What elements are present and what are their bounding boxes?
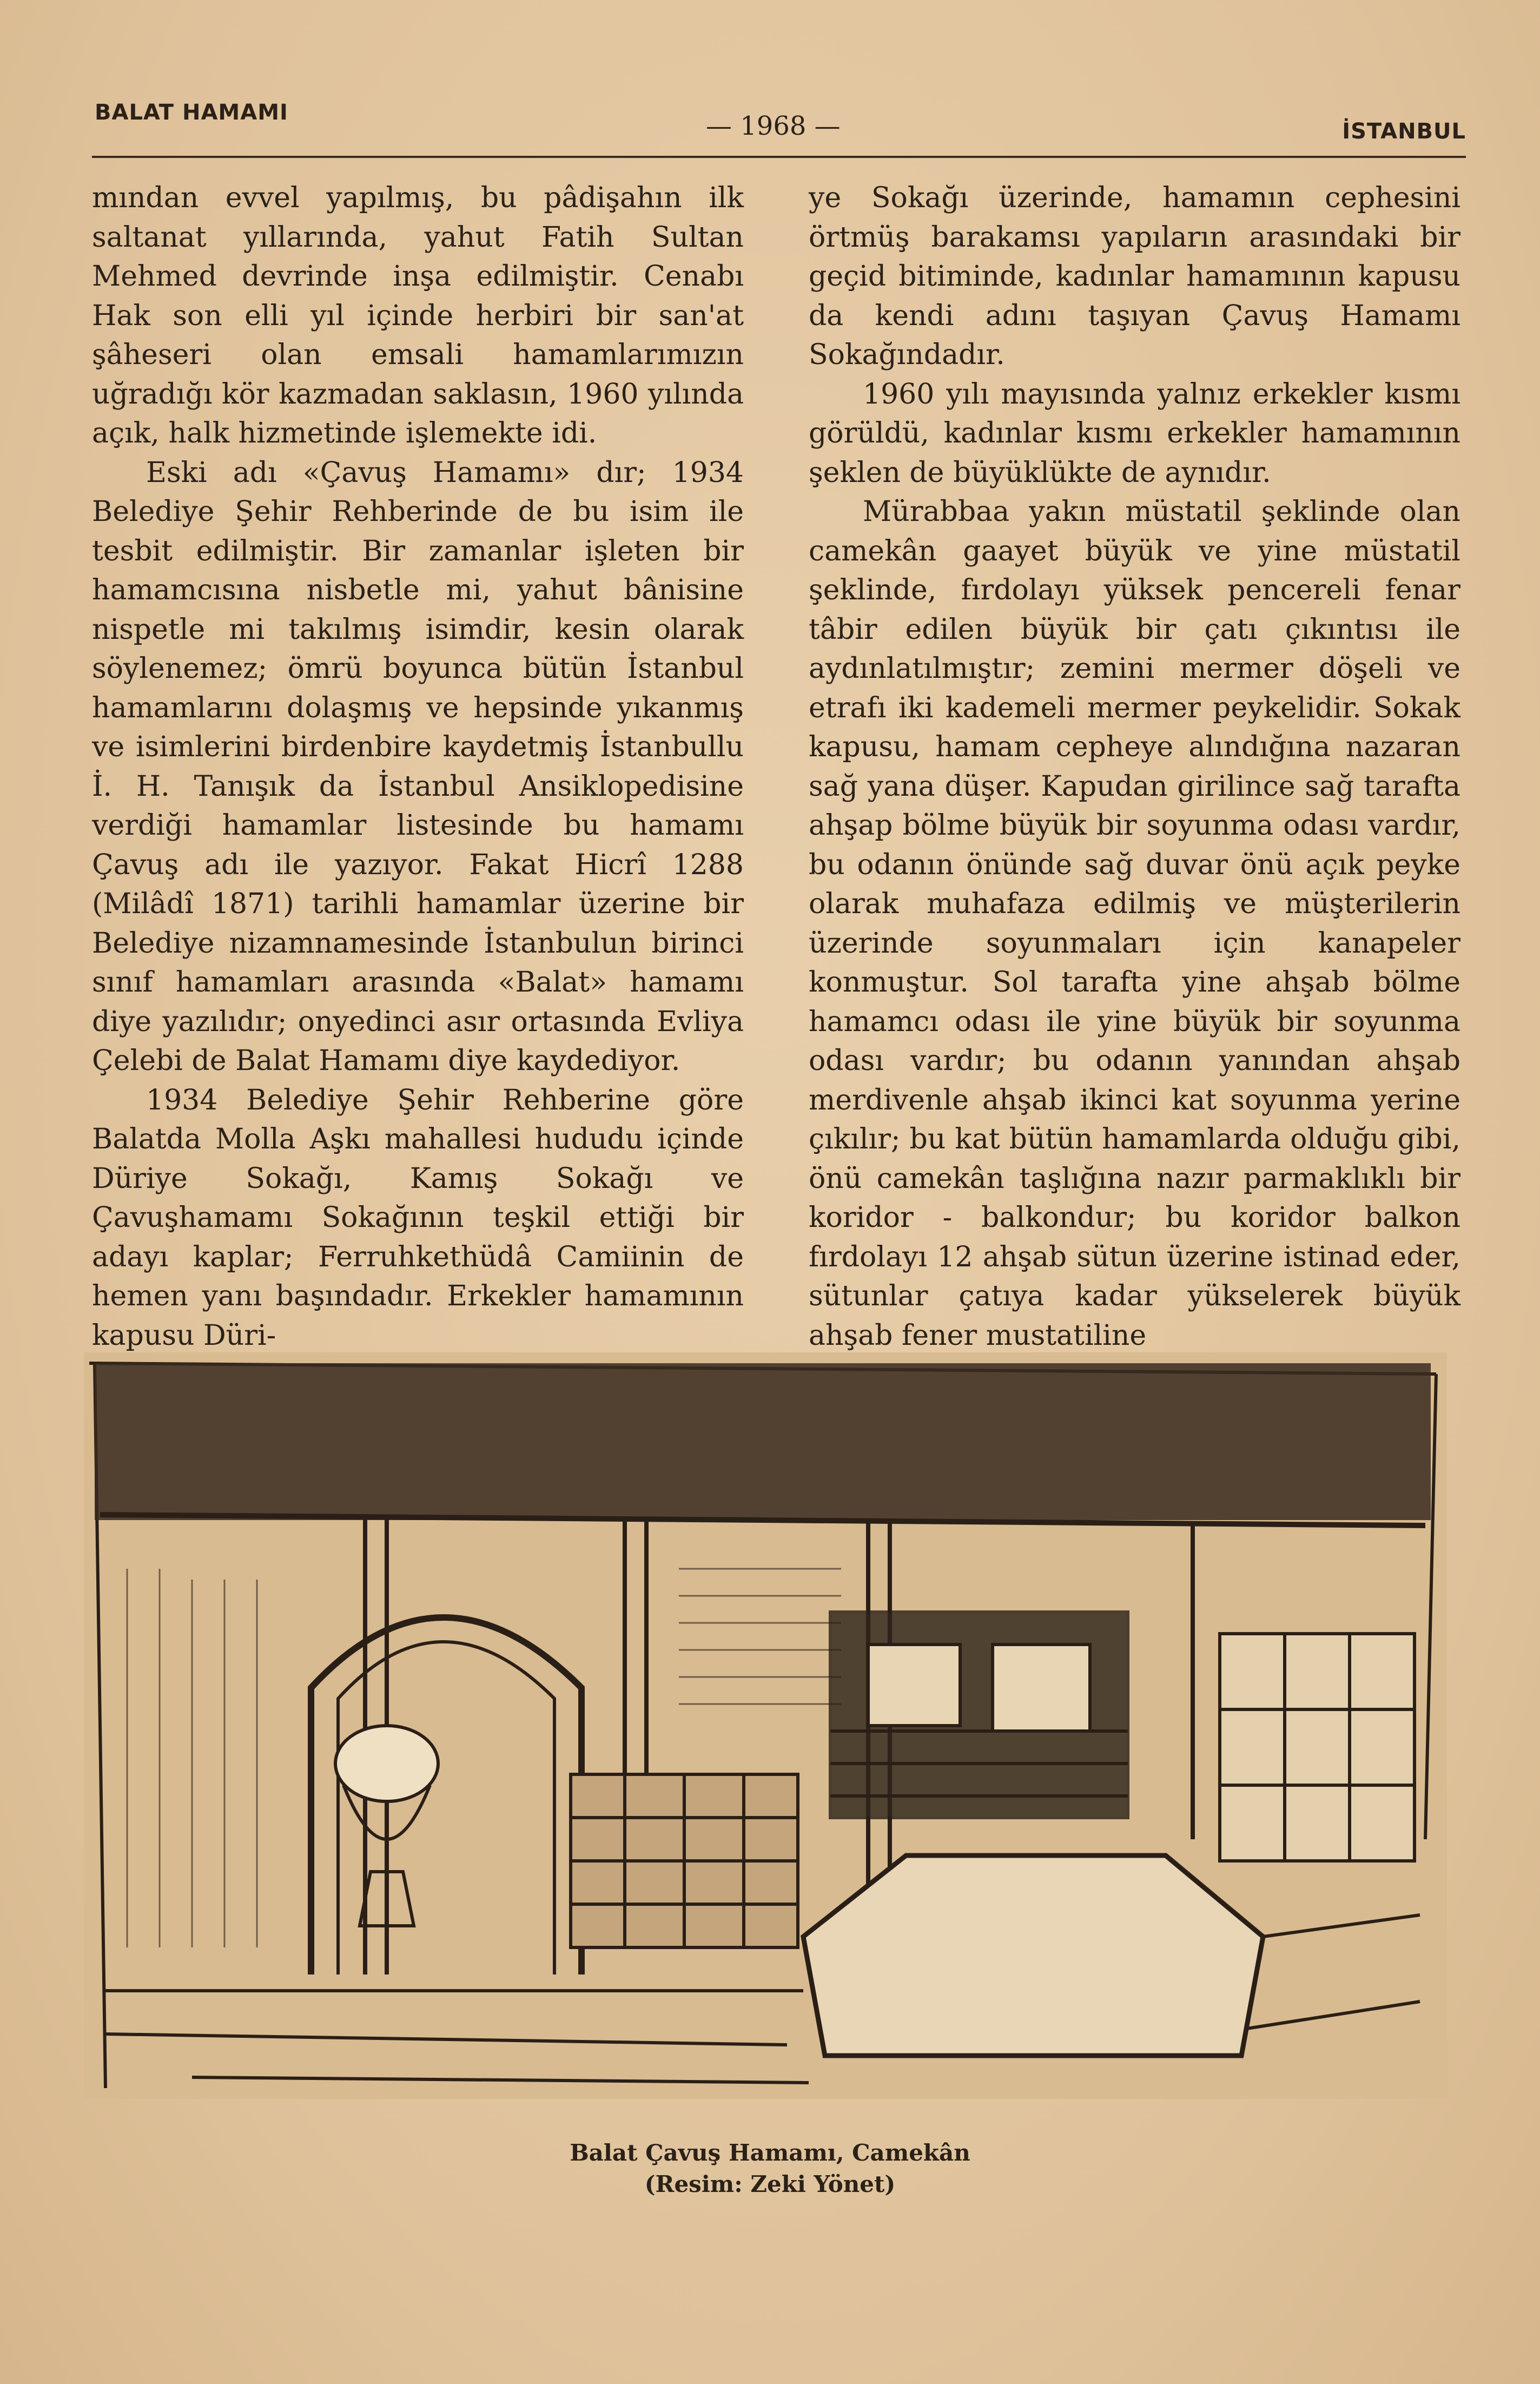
header-rule <box>92 156 1466 158</box>
paragraph: 1934 Belediye Şehir Rehberine göre Balatda Molla Aşkı mahallesi hududu içinde Düriye Sokağı, Kamış Sokağı ve Çavuşhamamı Sokağının teşkil ettiği bir adayı kaplar; Ferruhkethüdâ Camiinin de hemen yanı başındadır. Erkekler hamamının kapusu Düri- <box>92 1084 744 1352</box>
section-title: İSTANBUL <box>1342 119 1466 144</box>
illustration-credit: (Resim: Zeki Yönet) <box>644 2171 896 2197</box>
page-number: — 1968 — <box>706 111 841 141</box>
paragraph: ye Sokağı üzerinde, hamamın cephesini örtmüş barakamsı yapıların arasındaki bir geçid bitiminde, kadınlar hamamının kapusu da kendi adını taşıyan Çavuş Hamamı Sokağındadır. <box>809 182 1460 371</box>
paragraph: Eski adı «Çavuş Hamamı» dır; 1934 Belediye Şehir Rehberinde de bu isim ile tesbit edilmiştir. Bir zamanlar işleten bir hamamcısına nisbetle mi, yahut bânisine nispetle mi takılmış isimdir, kesin olarak söylenemez; ömrü boyunca bütün İstanbul hamamlarını dolaşmış ve hepsinde yıkanmış ve isimlerini birdenbire kaydetmiş İstanbullu İ. H. Tanışık da İstanbul Ansiklopedisine verdiği hamamlar listesinde bu hamamı Çavuş adı ile yazıyor. Fakat Hicrî 1288 (Milâdî 1871) tarihli hamamlar üzerine bir Belediye nizamnamesinde İstanbulun birinci sınıf hamamları arasında «Balat» hamamı diye yazılıdır; onyedinci asır ortasında Evliya Çelebi de Balat Hamamı diye kaydediyor. <box>92 456 744 1077</box>
camekan-illustration <box>84 1352 1447 2099</box>
paragraph: 1960 yılı mayısında yalnız erkekler kısmı görüldü, kadınlar kısmı erkekler hamamının şeklen de büyüklükte de aynıdır. <box>809 378 1460 489</box>
right-column <box>809 179 1460 1355</box>
running-title: BALAT HAMAMI <box>95 100 288 125</box>
left-column <box>92 179 744 1355</box>
illustration-caption: Balat Çavuş Hamamı, Camekân <box>570 2139 970 2166</box>
paragraph: mından evvel yapılmış, bu pâdişahın ilk saltanat yıllarında, yahut Fatih Sultan Mehmed devrinde inşa edilmiştir. Cenabı Hak son elli yıl içinde herbiri bir san'at şâheseri olan emsali hamamlarımızın uğradığı kör kazmadan saklasın, 1960 yılında açık, halk hizmetinde işlemekte idi. <box>92 182 744 450</box>
page-header <box>92 95 1466 154</box>
paragraph: Mürabbaa yakın müstatil şeklinde olan camekân gaayet büyük ve yine müstatil şeklinde, fırdolayı yüksek pencereli fenar tâbir edilen büyük bir çatı çıkıntısı ile aydınlatılmıştır; zemini mermer döşeli ve etrafı iki kademeli mermer peykelidir. Sokak kapusu, hamam cepheye alındığına nazaran sağ yana düşer. Kapudan girilince sağ tarafta ahşap bölme büyük bir soyunma odası vardır, bu odanın önünde sağ duvar önü açık peyke olarak muhafaza edilmiş ve müşterilerin üzerinde soyunmaları için kanapeler konmuştur. Sol tarafta yine ahşab bölme hamamcı odası ile yine büyük bir soyunma odası vardır; bu odanın yanından ahşab merdivenle ahşab ikinci kat soyunma yerine çıkılır; bu kat bütün hamamlarda olduğu gibi, önü camekân taşlığına nazır parmaklıklı bir koridor - balkondur; bu koridor balkon fırdolayı 12 ahşab sütun üzerine istinad eder, sütunlar çatıya kadar yükselerek büyük ahşab fener mustatiline <box>809 496 1460 1352</box>
